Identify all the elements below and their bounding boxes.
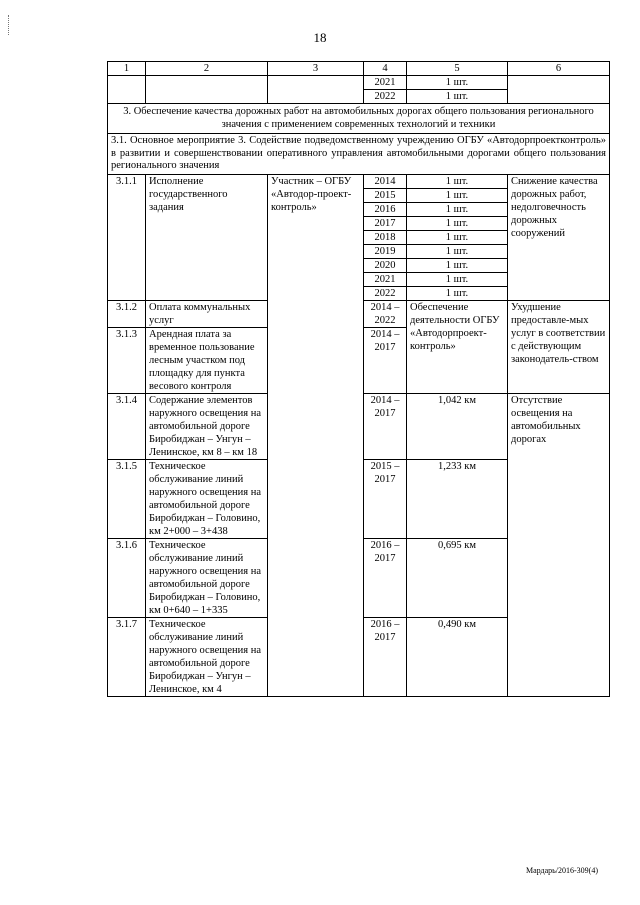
year-cell: 2016 — [364, 202, 407, 216]
value-cell: 1 шт. — [407, 230, 508, 244]
year-cell: 2021 — [364, 76, 407, 90]
table-row — [108, 174, 610, 188]
column-header-row — [108, 62, 610, 76]
value-cell: 1 шт. — [407, 258, 508, 272]
activity-name: Техническое обслуживание линий наружного освещения на автомобильной дороге Биробиджан – Унгун – Ленинское, км 4 — [146, 617, 268, 696]
executor: Участник – ОГБУ «Автодор-проект-контроль» — [268, 174, 364, 696]
activity-name: Техническое обслуживание линий наружного освещения на автомобильной дороге Биробиджан – Головино, км 0+640 – 1+335 — [146, 538, 268, 617]
period-cell: 2015 – 2017 — [364, 459, 407, 538]
row-number: 3.1.2 — [108, 300, 146, 327]
col-header: 2 — [146, 62, 268, 76]
year-cell: 2020 — [364, 258, 407, 272]
value-cell: 1,042 км — [407, 393, 508, 459]
row-number: 3.1.1 — [108, 174, 146, 300]
value-cell: 1 шт. — [407, 272, 508, 286]
year-cell: 2021 — [364, 272, 407, 286]
value-cell: 1,233 км — [407, 459, 508, 538]
measure-text: 3.1. Основное мероприятие 3. Содействие подведомственному учреждению ОГБУ «Автодорпроектконтроль» в развитии и совершенствовании оперативного управления автомобильными дорогами общего пользования регионального значения — [108, 134, 610, 175]
period-cell: 2014 – 2017 — [364, 393, 407, 459]
row-number: 3.1.3 — [108, 327, 146, 393]
value-cell: 0,490 км — [407, 617, 508, 696]
value-cell: 1 шт. — [407, 76, 508, 90]
activity-name: Содержание элементов наружного освещения на автомобильной дороге Биробиджан – Унгун – Ленинское, км 8 – км 18 — [146, 393, 268, 459]
row-number: 3.1.7 — [108, 617, 146, 696]
year-cell: 2018 — [364, 230, 407, 244]
col-header: 6 — [508, 62, 610, 76]
program-table — [107, 61, 610, 697]
col-header: 5 — [407, 62, 508, 76]
period-cell: 2016 – 2017 — [364, 617, 407, 696]
row-number: 3.1.6 — [108, 538, 146, 617]
year-cell: 2019 — [364, 244, 407, 258]
section-title: 3. Обеспечение качества дорожных работ на автомобильных дорогах общего пользования регионального значения с применением современных технологий и техники — [108, 104, 610, 134]
period-cell: 2016 – 2017 — [364, 538, 407, 617]
value-cell: 1 шт. — [407, 202, 508, 216]
activity-name: Исполнение государственного задания — [146, 174, 268, 300]
value-cell: 1 шт. — [407, 244, 508, 258]
value-cell: 0,695 км — [407, 538, 508, 617]
col-header: 3 — [268, 62, 364, 76]
section-heading-row — [108, 104, 610, 134]
value-cell: 1 шт. — [407, 188, 508, 202]
year-cell: 2015 — [364, 188, 407, 202]
activity-name: Оплата коммунальных услуг — [146, 300, 268, 327]
value-cell: 1 шт. — [407, 286, 508, 300]
row-number: 3.1.5 — [108, 459, 146, 538]
effect-text: Ухудшение предоставле-мых услуг в соответствии с действующим законодатель-ством — [508, 300, 610, 393]
value-cell: 1 шт. — [407, 174, 508, 188]
year-cell: 2017 — [364, 216, 407, 230]
table-row — [108, 76, 610, 90]
measure-row — [108, 134, 610, 175]
year-cell: 2014 — [364, 174, 407, 188]
value-text: Обеспечение деятельности ОГБУ «Автодорпроект-контроль» — [407, 300, 508, 393]
effect-text: Отсутствие освещения на автомобильных дорогах — [508, 393, 610, 696]
year-cell: 2022 — [364, 286, 407, 300]
col-header: 4 — [364, 62, 407, 76]
activity-name: Техническое обслуживание линий наружного освещения на автомобильной дороге Биробиджан – Головино, км 2+000 – 3+438 — [146, 459, 268, 538]
period-cell: 2014 – 2022 — [364, 300, 407, 327]
document-code: Мардарь/2016-309(4) — [525, 866, 598, 875]
effect-text: Снижение качества дорожных работ, недолговечность дорожных сооружений — [508, 174, 610, 300]
value-cell: 1 шт. — [407, 90, 508, 104]
value-cell: 1 шт. — [407, 216, 508, 230]
col-header: 1 — [108, 62, 146, 76]
page-number: 18 — [313, 30, 327, 45]
activity-name: Арендная плата за временное пользование лесным участком под площадку для пункта весового контроля — [146, 327, 268, 393]
row-number: 3.1.4 — [108, 393, 146, 459]
period-cell: 2014 – 2017 — [364, 327, 407, 393]
year-cell: 2022 — [364, 90, 407, 104]
